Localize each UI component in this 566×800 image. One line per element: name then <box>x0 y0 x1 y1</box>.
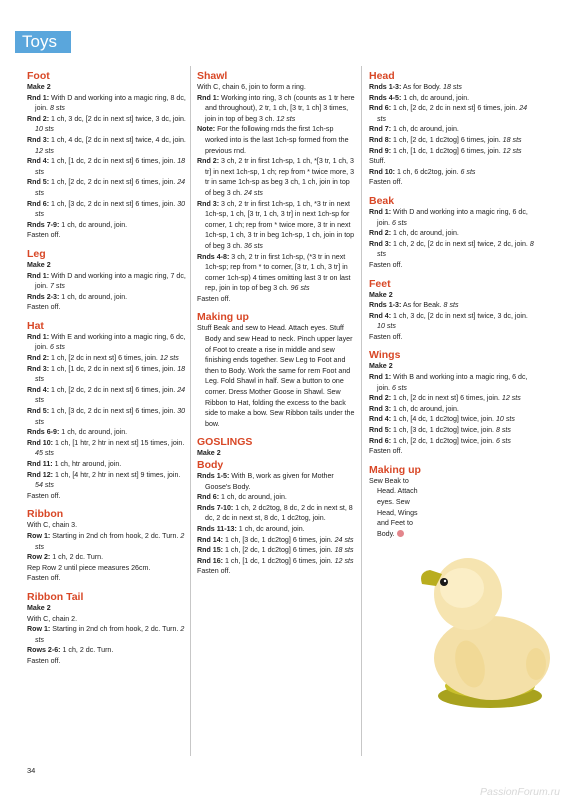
pattern-section <box>27 591 187 667</box>
round-label: Rnd 3: <box>369 404 392 413</box>
round-label: Rnd 6: <box>197 493 220 502</box>
instruction-line <box>369 476 421 540</box>
instruction-line <box>27 302 187 313</box>
round-label: Rnd 10: <box>27 438 54 447</box>
page-number: 34 <box>27 766 36 775</box>
instruction-text: Fasten off. <box>369 447 403 456</box>
stitch-count: 6 sts <box>460 167 476 176</box>
instruction-line <box>27 114 187 135</box>
stitch-count: 8 sts <box>443 301 459 310</box>
instruction-line <box>197 535 357 546</box>
instruction-text: Sew Beak to Head. Attach eyes. Sew Head, Wings and Feet to Body. <box>369 476 418 538</box>
instruction-line <box>369 177 535 188</box>
instruction-line <box>197 323 357 429</box>
instruction-line <box>369 425 535 436</box>
gosling-photo <box>418 546 558 716</box>
round-label: Rnds 4-5: <box>369 93 402 102</box>
stitch-count: 10 sts <box>495 415 515 424</box>
watermark: PassionForum.ru <box>480 786 560 798</box>
instruction-text: 1 ch, [1 dc, 2 dc in next st] 6 times, join. <box>49 157 178 166</box>
column-divider <box>361 66 362 756</box>
stitch-count: 8 sts <box>377 239 534 259</box>
round-label: Rnd 2: <box>197 157 220 166</box>
instruction-line <box>369 146 535 157</box>
stitch-count: 6 sts <box>495 436 511 445</box>
instruction-line <box>27 614 187 625</box>
stitch-count: 24 sts <box>377 104 528 123</box>
instruction-line <box>369 393 535 404</box>
instruction-line <box>369 436 535 447</box>
round-label: Rnd 6: <box>27 199 50 208</box>
instruction-line <box>27 135 187 156</box>
stitch-count: 30 sts <box>35 199 186 219</box>
instruction-text: 1 ch, htr around, join. <box>52 460 122 468</box>
stitch-count: 12 sts <box>159 354 179 363</box>
section-heading: Making up <box>369 463 421 476</box>
instruction-line <box>27 656 187 667</box>
instruction-text: With E and working into a magic ring, 6 dc, join. <box>35 332 186 352</box>
instruction-line <box>197 294 357 305</box>
stitch-count: 6 sts <box>391 383 407 392</box>
instruction-text: 1 ch, [2 dc, 2 dc in next st] 6 times, join. <box>391 104 520 113</box>
round-label: Rnds 1-5: <box>197 472 230 480</box>
stitch-count: 2 sts <box>35 531 185 551</box>
instruction-text: 1 ch, [2 dc, 1 dc2tog] 6 times, join. <box>391 135 503 144</box>
stitch-count: 24 sts <box>334 535 354 544</box>
stitch-count: 8 sts <box>495 426 511 435</box>
instruction-line <box>27 470 187 491</box>
instruction-text: With D and working into a magic ring, 6 dc, join. <box>377 207 528 227</box>
instruction-text: 1 ch, 2 dc2tog, 8 dc, 2 dc in next st, 8 dc, 2 dc in next st, 8 dc, 1 dc2tog, join. <box>205 503 353 523</box>
stitch-count: 7 sts <box>49 282 65 291</box>
round-label: Rnds 11-13: <box>197 524 237 533</box>
instruction-text: With D and working into a magic ring, 8 dc, join. <box>35 93 186 113</box>
instruction-text: 1 ch, 2 dc. Turn. <box>60 646 114 655</box>
instruction-text: 1 ch, dc around, join. <box>401 93 470 102</box>
instruction-text: 1 ch, 3 dc, [2 dc in next st] twice, 3 dc, join. <box>391 311 528 320</box>
section-heading: Feet <box>369 277 391 290</box>
stitch-count: 12 sts <box>501 394 521 403</box>
instruction-text: For the following rnds the first 1ch-sp worked into is the last 1ch-sp formed from the previous rnd. <box>205 125 349 155</box>
instruction-line <box>27 271 187 292</box>
round-label: Rnd 5: <box>27 407 50 416</box>
round-label: Rnds 7-9: <box>27 220 60 229</box>
instruction-text: 3 ch, 2 tr in first 1ch-sp, 1 ch, *[3 tr, 1 ch, 3 tr] in next 1ch-sp, 1 ch; rep from * twice more, 3 tr in same 1ch-sp as beg 3 ch, 1 ch, join in top of beg 3 ch. <box>205 157 355 197</box>
instruction-line <box>197 156 357 198</box>
instruction-text: As for Body. <box>401 83 443 91</box>
pattern-section <box>27 70 187 241</box>
instruction-line <box>27 520 187 531</box>
stitch-count: 12 sts <box>502 146 522 155</box>
round-label: Rnd 1: <box>369 373 392 382</box>
column-divider <box>190 66 191 756</box>
stitch-count: 54 sts <box>35 481 54 490</box>
stitch-count: 10 sts <box>377 322 396 331</box>
instruction-text: 1 ch, [2 dc in next st] 6 times, join. <box>391 394 502 403</box>
instruction-line <box>27 427 187 438</box>
instruction-line <box>27 385 187 406</box>
stitch-count: 18 sts <box>502 135 522 144</box>
round-label: Rnd 2: <box>27 354 50 363</box>
section-subheading: Make 2 <box>197 449 221 458</box>
round-label: Row 2: <box>27 553 51 562</box>
instruction-text: 1 ch, [2 dc, 1 dc2tog] twice, join. <box>391 436 496 445</box>
round-label: Rnd 6: <box>369 104 392 113</box>
pattern-section <box>369 278 535 343</box>
instruction-line <box>369 372 535 393</box>
round-label: Rnds 4-8: <box>197 252 230 261</box>
instruction-line <box>27 199 187 220</box>
round-label: Rows 2-6: <box>27 646 61 655</box>
instruction-line <box>27 292 187 303</box>
section-heading: Ribbon <box>27 508 64 521</box>
round-label: Rnd 2: <box>369 229 392 238</box>
instruction-text: Fasten off. <box>197 294 231 303</box>
round-label: Rnd 4: <box>369 415 392 424</box>
round-label: Rnd 16: <box>197 556 224 565</box>
round-label: Rnds 6-9: <box>27 428 60 437</box>
round-label: Rnd 7: <box>369 125 392 134</box>
instruction-line <box>369 332 535 343</box>
stitch-count: 45 sts <box>35 449 54 458</box>
round-label: Rnd 3: <box>197 199 220 208</box>
instruction-line <box>197 124 357 156</box>
round-label: Rnds 2-3: <box>27 292 60 301</box>
instruction-text: Working into ring, 3 ch (counts as 1 tr here and throughout), 2 tr, 1 ch, [3 tr, 1 ch] 3 times, join in top of beg 3 ch. <box>205 93 355 123</box>
instruction-line <box>369 103 535 124</box>
instruction-text: 1 ch, 6 dc2tog, join. <box>395 167 461 176</box>
pattern-section <box>27 248 187 313</box>
stitch-count: 18 sts <box>35 364 186 384</box>
column-3 <box>369 70 535 546</box>
instruction-text: 1 ch, dc around, join. <box>219 493 287 502</box>
instruction-text: 1 ch, 2 dc, [2 dc in next st] twice, 2 dc, join. <box>391 239 530 248</box>
stitch-count: 2 sts <box>35 625 185 644</box>
instruction-text: 1 ch, [2 dc in next st] 6 times, join. <box>49 354 160 363</box>
instruction-text: With C, chain 6, join to form a ring. <box>197 83 306 91</box>
instruction-line <box>27 220 187 231</box>
stitch-count: 18 sts <box>35 157 186 176</box>
instruction-text: 1 ch, [4 dc, 1 dc2tog] twice, join. <box>391 415 496 424</box>
instruction-line <box>27 645 187 656</box>
round-label: Rnd 4: <box>369 311 392 320</box>
instruction-text: With D and working into a magic ring, 7 dc, join. <box>35 271 186 291</box>
instruction-line <box>369 93 535 104</box>
instruction-text: 1 ch, [1 dc, 1 dc2tog] 6 times, join. <box>391 146 503 155</box>
section-heading: Hat <box>27 319 44 332</box>
instruction-line <box>27 364 187 385</box>
instruction-text: Starting in 2nd ch from hook, 2 dc. Turn. <box>50 531 181 540</box>
instruction-line <box>369 446 535 457</box>
instruction-line <box>197 545 357 556</box>
stitch-count: 10 sts <box>35 125 54 134</box>
instruction-text: 1 ch, [4 htr, 2 htr in next st] 9 times, join. <box>53 470 181 479</box>
instruction-text: With B, work as given for Mother Goose's Body. <box>205 472 334 491</box>
column-1 <box>27 70 187 674</box>
instruction-line <box>27 230 187 241</box>
stitch-count: 12 sts <box>276 114 296 123</box>
stitch-count: 36 sts <box>244 241 263 250</box>
stitch-count: 18 sts <box>334 546 354 555</box>
round-label: Rnd 1: <box>197 93 220 102</box>
round-label: Rnd 6: <box>369 436 392 445</box>
stitch-count: 18 sts <box>443 83 462 91</box>
instruction-line <box>27 563 187 574</box>
instruction-text: 1 ch, dc around, join. <box>59 428 128 437</box>
instruction-text: Fasten off. <box>369 178 403 187</box>
instruction-line <box>27 177 187 198</box>
stitch-count: 24 sts <box>35 178 186 197</box>
round-label: Rnd 1: <box>27 93 50 102</box>
instruction-text: 1 ch, [2 dc, 2 dc in next st] 6 times, join. <box>49 178 178 187</box>
section-subheading: Make 2 <box>27 83 51 91</box>
instruction-text: 3 ch, 2 tr in first 1ch-sp, 1 ch, *3 tr in next 1ch-sp, 1 ch, [3 tr, 1 ch, 3 tr] in next 1ch-sp for corner, 1 ch; rep from * twice more, 3 tr in next 1ch-sp, 1 ch, 3 tr in beg 1ch-sp, 1 ch, join in top of beg 3 ch. <box>205 199 355 250</box>
stitch-count: 12 sts <box>334 556 354 565</box>
stitch-count: 6 sts <box>391 218 407 227</box>
round-label: Rnd 1: <box>27 332 50 341</box>
round-label: Rnd 5: <box>27 178 50 187</box>
section-heading: Leg <box>27 247 46 260</box>
instruction-text: Fasten off. <box>27 303 61 312</box>
section-subheading: Make 2 <box>27 603 51 612</box>
round-label: Rnd 4: <box>27 157 50 166</box>
round-label: Rnd 1: <box>27 271 50 280</box>
instruction-line <box>369 260 535 271</box>
instruction-line <box>369 82 535 93</box>
round-label: Rnd 2: <box>369 394 392 403</box>
instruction-line <box>369 414 535 425</box>
round-label: Rnd 5: <box>369 426 392 435</box>
instruction-text: 1 ch, [3 dc, 1 dc2tog] 6 times, join. <box>223 535 335 544</box>
pattern-section <box>27 508 187 584</box>
round-label: Rnd 2: <box>27 114 50 123</box>
round-label: Rnd 3: <box>27 135 50 144</box>
instruction-line <box>27 156 187 177</box>
section-heading: Body <box>197 459 224 471</box>
round-label: Rnds 1-3: <box>369 301 402 310</box>
instruction-text: 1 ch, [1 dc, 2 dc in next st] 6 times, join. <box>49 364 178 373</box>
section-subheading: Make 2 <box>369 290 393 299</box>
instruction-text: 1 ch, dc around, join. <box>236 524 305 533</box>
round-label: Row 1: <box>27 531 51 540</box>
instruction-text: With C, chain 2. <box>27 614 78 623</box>
end-marker-icon <box>397 530 404 537</box>
instruction-line <box>27 438 187 459</box>
instruction-text: Fasten off. <box>27 231 61 240</box>
instruction-line <box>197 556 357 567</box>
instruction-text: As for Beak. <box>401 301 444 310</box>
pattern-section <box>197 70 357 304</box>
section-subheading: Make 2 <box>369 362 393 371</box>
instruction-line <box>27 406 187 427</box>
stitch-count: 30 sts <box>35 407 186 426</box>
instruction-text: Fasten off. <box>27 656 61 665</box>
instruction-text: Fasten off. <box>369 260 403 269</box>
instruction-line <box>369 124 535 135</box>
instruction-line <box>197 524 357 535</box>
instruction-line <box>27 573 187 584</box>
stitch-count: 96 sts <box>290 284 310 293</box>
pattern-section <box>369 464 421 540</box>
instruction-text: Stuff. <box>369 157 386 166</box>
instruction-text: With B and working into a magic ring, 6 dc, join. <box>377 373 528 392</box>
instruction-line <box>369 300 535 311</box>
instruction-text: 1 ch, 4 dc, [2 dc in next st] twice, 4 dc, join. <box>49 135 186 144</box>
instruction-line <box>197 492 357 503</box>
round-label: Row 1: <box>27 625 51 634</box>
instruction-text: 1 ch, [2 dc, 1 dc2tog] 6 times, join. <box>223 546 335 555</box>
round-label: Rnd 14: <box>197 535 224 544</box>
instruction-line <box>27 624 187 645</box>
section-tab: Toys <box>15 31 71 53</box>
stitch-count: 12 sts <box>35 146 54 155</box>
instruction-line <box>27 353 187 364</box>
instruction-line <box>369 311 535 332</box>
instruction-line <box>369 404 535 415</box>
instruction-text: 1 ch, [3 dc, 2 dc in next st] 6 times, join. <box>49 199 178 208</box>
instruction-text: 1 ch, dc around, join. <box>59 220 128 229</box>
instruction-text: 1 ch, dc around, join. <box>59 292 128 301</box>
round-label: Rnd 1: <box>369 207 392 216</box>
round-label: Rnd 3: <box>369 239 392 248</box>
pattern-section <box>27 320 187 502</box>
instruction-text: With C, chain 3. <box>27 521 78 530</box>
section-heading: GOSLINGS <box>197 436 253 449</box>
stitch-count: 24 sts <box>35 385 186 405</box>
instruction-line <box>197 82 357 93</box>
instruction-text: 1 ch, [3 dc, 2 dc in next st] 6 times, join. <box>49 407 178 416</box>
instruction-line <box>197 93 357 125</box>
instruction-line <box>27 552 187 563</box>
round-label: Rnds 7-10: <box>197 503 234 512</box>
round-label: Rnd 8: <box>369 135 392 144</box>
round-label: Note: <box>197 125 216 134</box>
pattern-section <box>197 436 357 577</box>
instruction-line <box>369 239 535 260</box>
instruction-text: Fasten off. <box>27 574 61 583</box>
stitch-count: 6 sts <box>49 343 65 352</box>
instruction-line <box>369 156 535 167</box>
instruction-line <box>197 503 357 524</box>
stitch-count: 8 sts <box>49 104 65 113</box>
instruction-text: Stuff Beak and sew to Head. Attach eyes. Stuff Body and sew Head to neck. Pinch upper layer of Foot to create a rise in middle and sew finishing ends together. Sew Leg to Foot and then to Body. Work the same for rem Foot and Leg. Fold Shawl in half. Sew a button to one corner. Dress Mother Goose in Shawl. Sew Ribbon to Hat, folding the excess to the back side to make a bow. Sew Ribbon tails under the bow. <box>197 324 355 428</box>
stitch-count: 24 sts <box>244 188 263 197</box>
section-heading: Wings <box>369 349 401 362</box>
instruction-text: Fasten off. <box>27 491 61 500</box>
instruction-line <box>27 332 187 353</box>
round-label: Rnd 10: <box>369 167 396 176</box>
instruction-text: 1 ch, [2 dc, 2 dc in next st] 6 times, join. <box>49 385 178 394</box>
section-heading: Foot <box>27 70 50 82</box>
round-label: Rnd 12: <box>27 470 54 479</box>
instruction-line <box>369 207 535 228</box>
pattern-section <box>369 195 535 271</box>
section-heading: Head <box>369 70 395 82</box>
instruction-text: 1 ch, [1 dc, 1 dc2tog] 6 times, join. <box>223 556 335 565</box>
instruction-text: 1 ch, [3 dc, 1 dc2tog] twice, join. <box>391 426 496 435</box>
section-heading: Making up <box>197 311 249 324</box>
instruction-line <box>197 252 357 294</box>
section-heading: Beak <box>369 194 395 207</box>
round-label: Rnd 15: <box>197 546 224 555</box>
instruction-line <box>27 491 187 502</box>
pattern-section <box>369 70 535 188</box>
instruction-line <box>369 135 535 146</box>
round-label: Rnd 3: <box>27 364 50 373</box>
round-label: Rnd 9: <box>369 146 392 155</box>
instruction-line <box>27 93 187 114</box>
column-2 <box>197 70 357 584</box>
instruction-text: Fasten off. <box>369 332 403 341</box>
pattern-section <box>197 311 357 429</box>
instruction-line <box>27 531 187 552</box>
section-heading: Ribbon Tail <box>27 590 84 603</box>
instruction-text: 1 ch, dc around, join. <box>391 229 459 238</box>
round-label: Rnds 1-3: <box>369 83 402 91</box>
instruction-line <box>197 566 357 577</box>
instruction-line <box>197 199 357 252</box>
instruction-text: 1 ch, 3 dc, [2 dc in next st] twice, 3 dc, join. <box>49 114 186 123</box>
section-heading: Shawl <box>197 70 228 82</box>
instruction-text: Fasten off. <box>197 567 231 576</box>
instruction-text: Rep Row 2 until piece measures 26cm. <box>27 563 151 572</box>
round-label: Rnd 11: <box>27 460 53 468</box>
instruction-text: 1 ch, [1 htr, 2 htr in next st] 15 times, join. <box>53 438 185 447</box>
instruction-text: 1 ch, dc around, join. <box>391 125 459 134</box>
instruction-line <box>197 471 357 492</box>
instruction-line <box>27 459 187 470</box>
section-subheading: Make 2 <box>27 260 51 269</box>
instruction-text: 1 ch, 2 dc. Turn. <box>50 553 104 562</box>
pattern-section <box>369 349 535 456</box>
instruction-text: 3 ch, 2 tr in first 1ch-sp, (*3 tr in next 1ch-sp; rep from * to corner, [3 tr, 1 ch, 3 tr] in corner 1ch-sp) 4 times omitting last 3 tr on last rep, join in top of beg 3 ch. <box>205 252 351 293</box>
instruction-text: 1 ch, dc around, join. <box>391 404 459 413</box>
instruction-text: Starting in 2nd ch from hook, 2 dc. Turn. <box>50 625 181 634</box>
round-label: Rnd 4: <box>27 385 50 394</box>
instruction-line <box>369 228 535 239</box>
instruction-line <box>369 167 535 178</box>
